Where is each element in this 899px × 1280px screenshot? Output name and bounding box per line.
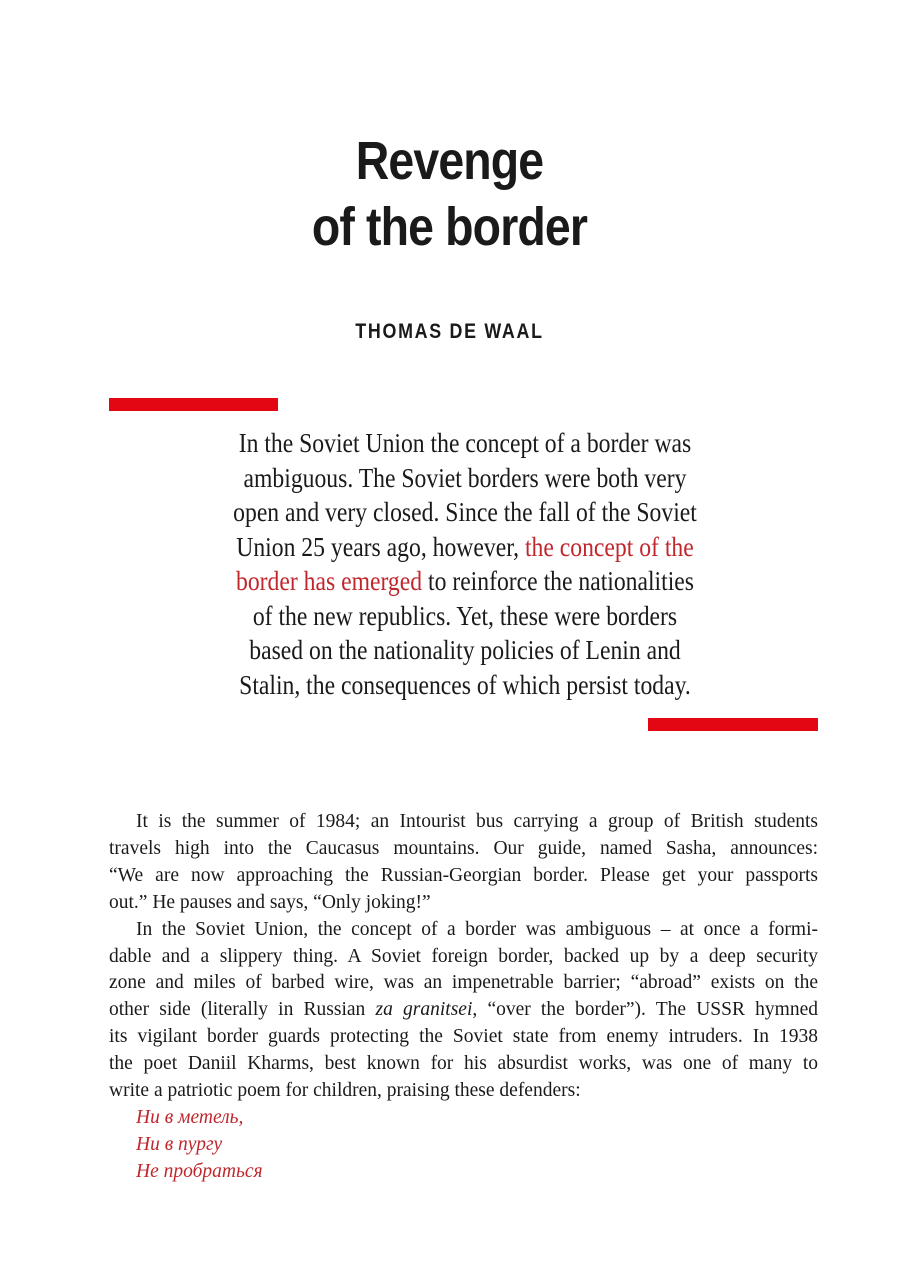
body-line: out.” He pauses and says, “Only joking!” — [109, 891, 431, 913]
lead-line: open and very closed. Since the fall of the Soviet — [233, 496, 697, 527]
body-line: dable and a slippery thing. A Soviet foreign border, backed up by a deep security — [109, 945, 818, 967]
lead-line: ambiguous. The Soviet borders were both very — [243, 461, 687, 493]
body-line: the poet Daniil Kharms, best known for his absurdist works, was one of many to — [109, 1053, 818, 1075]
lead-line — [211, 564, 718, 599]
poem-line: Не пробраться — [136, 1160, 263, 1182]
lead-line: of the new republics. Yet, these were borders — [252, 599, 678, 631]
lead-highlight: border has emerged — [236, 565, 423, 596]
lead-paragraph — [211, 426, 718, 702]
body-line: travels high into the Caucasus mountains. Our guide, named Sasha, announces: — [109, 837, 818, 859]
body-line: It is the summer of 1984; an Intourist bus carrying a group of British students — [136, 811, 818, 832]
body-line: “We are now approaching the Russian-Georgian border. Please get your passports — [109, 864, 818, 886]
article-title — [63, 128, 836, 260]
article-body — [109, 809, 818, 1186]
body-line: In the Soviet Union, the concept of a border was ambiguous – at once a formi- — [136, 918, 818, 940]
poem-line: Ни в пургу — [136, 1133, 223, 1155]
lead-line: In the Soviet Union the concept of a border was — [238, 427, 692, 458]
title-line-1: Revenge — [355, 131, 544, 191]
lead-highlight: the concept of the — [524, 530, 694, 562]
body-text: other side (literally in Russian — [109, 999, 376, 1021]
body-line — [109, 997, 818, 1024]
lead-line: Stalin, the consequences of which persist today. — [239, 668, 691, 700]
body-line: its vigilant border guards protecting the Soviet state from enemy intruders. In 1938 — [109, 1026, 818, 1048]
lead-text: to reinforce the nationalities — [422, 565, 694, 596]
body-paragraph — [109, 809, 818, 917]
poem-line: Ни в метель, — [136, 1106, 244, 1128]
body-paragraph — [109, 917, 818, 1105]
body-italic-term: za granitsei — [375, 999, 473, 1021]
lead-text: Union 25 years ago, however, — [236, 530, 525, 562]
accent-bar-bottom — [648, 718, 818, 731]
lead-line: based on the nationality policies of Lenin and — [249, 634, 681, 665]
accent-bar-top — [109, 398, 278, 411]
title-line-2: of the border — [311, 197, 588, 257]
author-name: THOMAS DE WAAL — [355, 320, 544, 343]
poem-excerpt — [109, 1105, 818, 1186]
body-line: zone and miles of barbed wire, was an impenetrable barrier; “abroad” exists on the — [109, 972, 818, 994]
lead-line — [211, 530, 718, 565]
body-text: , “over the border”). The USSR hymned — [472, 999, 818, 1021]
body-line: write a patriotic poem for children, praising these defenders: — [109, 1080, 581, 1102]
